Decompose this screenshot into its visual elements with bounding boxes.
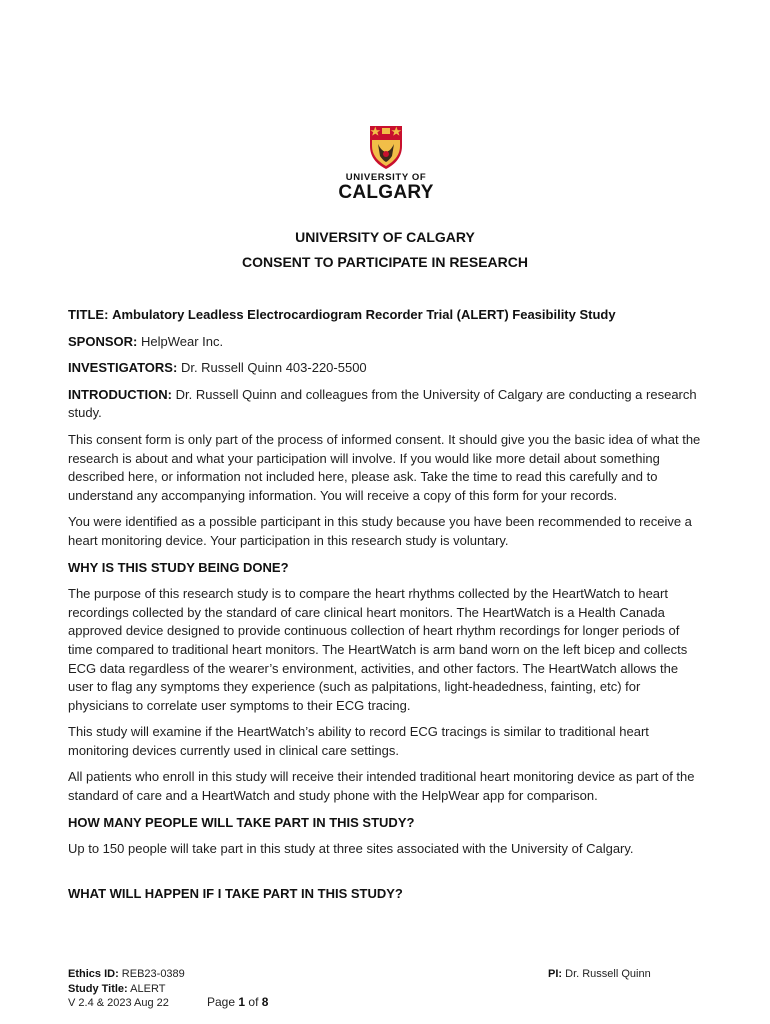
enroll-paragraph: All patients who enroll in this study will receive their intended traditional heart monitoring device as part of the standard of care and a HeartWatch and study phone with the HelpWear app for comparison. bbox=[68, 769, 695, 804]
version: V 2.4 & 2023 Aug 22 bbox=[68, 997, 169, 1009]
ethics-id bbox=[68, 967, 185, 982]
page-total: 8 bbox=[261, 995, 269, 1009]
ethics-value: REB23-0389 bbox=[121, 968, 185, 980]
identified-paragraph: You were identified as a possible participant in this study because you have been recommended to receive a heart monitoring device. Your participation in this research study is voluntary. bbox=[68, 514, 692, 548]
title-value: Ambulatory Leadless Electrocardiogram Recorder Trial (ALERT) Feasibility Study bbox=[112, 307, 616, 322]
page-number bbox=[207, 995, 268, 1010]
footer-left bbox=[68, 967, 185, 1011]
sponsor-field bbox=[68, 333, 704, 352]
introduction-field bbox=[68, 386, 704, 423]
pi-label: PI: bbox=[548, 968, 563, 980]
page-word: Page bbox=[207, 995, 236, 1009]
title-label: TITLE: bbox=[68, 307, 109, 322]
section-spacer bbox=[68, 867, 704, 885]
ethics-label: Ethics ID: bbox=[68, 968, 119, 980]
pi-value: Dr. Russell Quinn bbox=[565, 968, 651, 980]
what-happen-section-heading: WHAT WILL HAPPEN IF I TAKE PART IN THIS STUDY? bbox=[68, 885, 403, 901]
logo-text-line2: CALGARY bbox=[338, 182, 434, 203]
document-body bbox=[68, 306, 704, 911]
study-title-label: Study Title: bbox=[68, 982, 128, 995]
university-heading: UNIVERSITY OF CALGARY bbox=[295, 229, 475, 245]
page-of: of bbox=[248, 995, 259, 1009]
purpose-paragraph: The purpose of this research study is to compare the heart rhythms collected by the HeartWatch to heart recordings collected by the standard of care clinical heart monitors. The HeartWatch is a Health Canada approved device designed to provide continuous collection of heart rhythm recordings for longer periods of time compared to traditional heart monitors. The HeartWatch is arm band worn on the left bicep and collects ECG data regardless of the wearer’s environment, activities, and other factors. The HeartWatch allows the user to flag any symptoms they experience (such as palpitations, light-headedness, fainting, etc) for physicians to correlate user symptoms to their ECG tracing. bbox=[68, 586, 688, 713]
investigators-field bbox=[68, 359, 704, 378]
investigators-value: Dr. Russell Quinn 403-220-5500 bbox=[180, 360, 367, 376]
sponsor-label: SPONSOR: bbox=[68, 333, 138, 349]
consent-form-paragraph: This consent form is only part of the process of informed consent. It should give you the basic idea of what the research is about and what your participation will involve. If you would like more detail about something described here, or information not included here, please ask. Take the time to read this carefully and to understand any accompanying information. You will receive a copy of this form for your records. bbox=[68, 431, 701, 503]
crest-icon bbox=[368, 124, 404, 170]
study-title-value: ALERT bbox=[130, 982, 166, 995]
principal-investigator bbox=[548, 967, 651, 982]
introduction-label: INTRODUCTION: bbox=[68, 386, 172, 402]
study-title bbox=[68, 982, 185, 997]
how-many-paragraph: Up to 150 people will take part in this study at three sites associated with the University of Calgary. bbox=[68, 841, 634, 857]
logo-text-line1: UNIVERSITY OF bbox=[345, 172, 427, 183]
examine-paragraph: This study will examine if the HeartWatch’s ability to record ECG tracings is similar to traditional heart monitoring devices currently used in clinical care settings. bbox=[68, 724, 649, 758]
introduction-value: Dr. Russell Quinn and colleagues from the University of Calgary are conducting a research study. bbox=[68, 386, 697, 421]
university-logo bbox=[337, 124, 435, 204]
title-field bbox=[68, 306, 704, 325]
consent-heading: CONSENT TO PARTICIPATE IN RESEARCH bbox=[242, 254, 528, 270]
why-section-heading: WHY IS THIS STUDY BEING DONE? bbox=[68, 559, 289, 575]
how-many-section-heading: HOW MANY PEOPLE WILL TAKE PART IN THIS STUDY? bbox=[68, 814, 415, 830]
page-current: 1 bbox=[238, 995, 246, 1009]
sponsor-value: HelpWear Inc. bbox=[140, 333, 224, 349]
investigators-label: INVESTIGATORS: bbox=[68, 360, 178, 376]
